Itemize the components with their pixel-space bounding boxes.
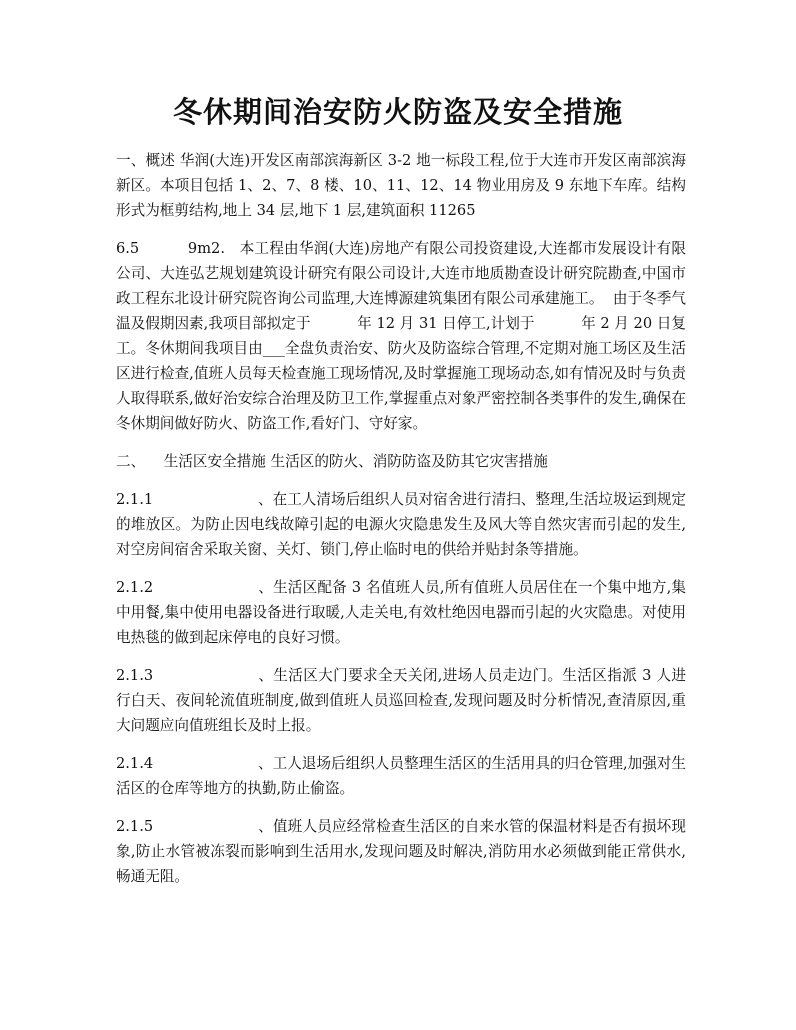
list-item xyxy=(116,575,686,650)
list-item xyxy=(116,751,686,801)
paragraph-overview: 一、概述 华润(大连)开发区南部滨海新区 3-2 地一标段工程,位于大连市开发区南部滨海新区。本项目包括 1、2、7、8 楼、10、11、12、14 物业用房及 9 东地下车库。结构形式为框剪结构,地上 34 层,地下 1 层,建筑面积 11265 xyxy=(116,152,686,219)
item-text: 、生活区大门要求全天关闭,进场人员走边门。生活区指派 3 人进行白天、夜间轮流值班制度,做到值班人员巡回检查,发现问题及时分析情况,查清原因,重大问题应向值班组长及时上报。 xyxy=(116,667,686,734)
list-item xyxy=(116,487,686,562)
item-text: 、工人退场后组织人员整理生活区的生活用具的归仓管理,加强对生活区的仓库等地方的执勤,防止偷盗。 xyxy=(116,755,686,797)
paragraph-project-info: 6.5 9m2. 本工程由华润(大连)房地产有限公司投资建设,大连都市发展设计有限公司、大连弘艺规划建筑设计研究有限公司设计,大连市地质勘查设计研究院勘查,中国市政工程东北设计研究院咨询公司监理,大连博源建筑集团有限公司承建施工。 由于冬季气温及假期因素,我项目部拟定于 年 12 月 31 日停工,计划于 年 2 月 20 日复工。冬休期间我项目由___全盘负责治安、防火及防盗综合管理,不定期对施工场区及生活区进行检查,值班人员每天检查施工现场情况,及时掌握施工现场动态,如有情况及时与负责人取得联系,做好治安综合治理及防卫工作,掌握重点对象严密控制各类事件的发生,确保在冬休期间做好防火、防盗工作,看好门、守好家。 xyxy=(116,240,686,432)
item-text: 、在工人清场后组织人员对宿舍进行清扫、整理,生活垃圾运到规定的堆放区。为防止因电线故障引起的电源火灾隐患发生及风大等自然灾害而引起的发生,对空房间宿舍采取关窗、关灯、锁门,停止临时电的供给并贴封条等措施。 xyxy=(116,491,686,558)
item-number: 2.1.2 xyxy=(116,579,154,596)
item-text: 、值班人员应经常检查生活区的自来水管的保温材料是否有损坏现象,防止水管被冻裂而影响到生活用水,发现问题及时解决,消防用水必须做到能正常供水,畅通无阻。 xyxy=(116,818,686,885)
list-item xyxy=(116,814,686,889)
item-number: 2.1.4 xyxy=(116,755,154,772)
item-number: 2.1.1 xyxy=(116,491,154,508)
item-number: 2.1.5 xyxy=(116,818,154,835)
item-number: 2.1.3 xyxy=(116,667,154,684)
list-item xyxy=(116,663,686,738)
section-heading-living-area: 二、 生活区安全措施 生活区的防火、消防防盗及防其它灾害措施 xyxy=(116,453,548,470)
document-title: 冬休期间治安防火防盗及安全措施 xyxy=(172,95,623,129)
item-text: 、生活区配备 3 名值班人员,所有值班人员居住在一个集中地方,集中用餐,集中使用电器设备进行取暖,人走关电,有效杜绝因电器而引起的火灾隐患。对使用电热毯的做到起床停电的良好习惯。 xyxy=(116,579,686,646)
document-body xyxy=(116,148,686,902)
